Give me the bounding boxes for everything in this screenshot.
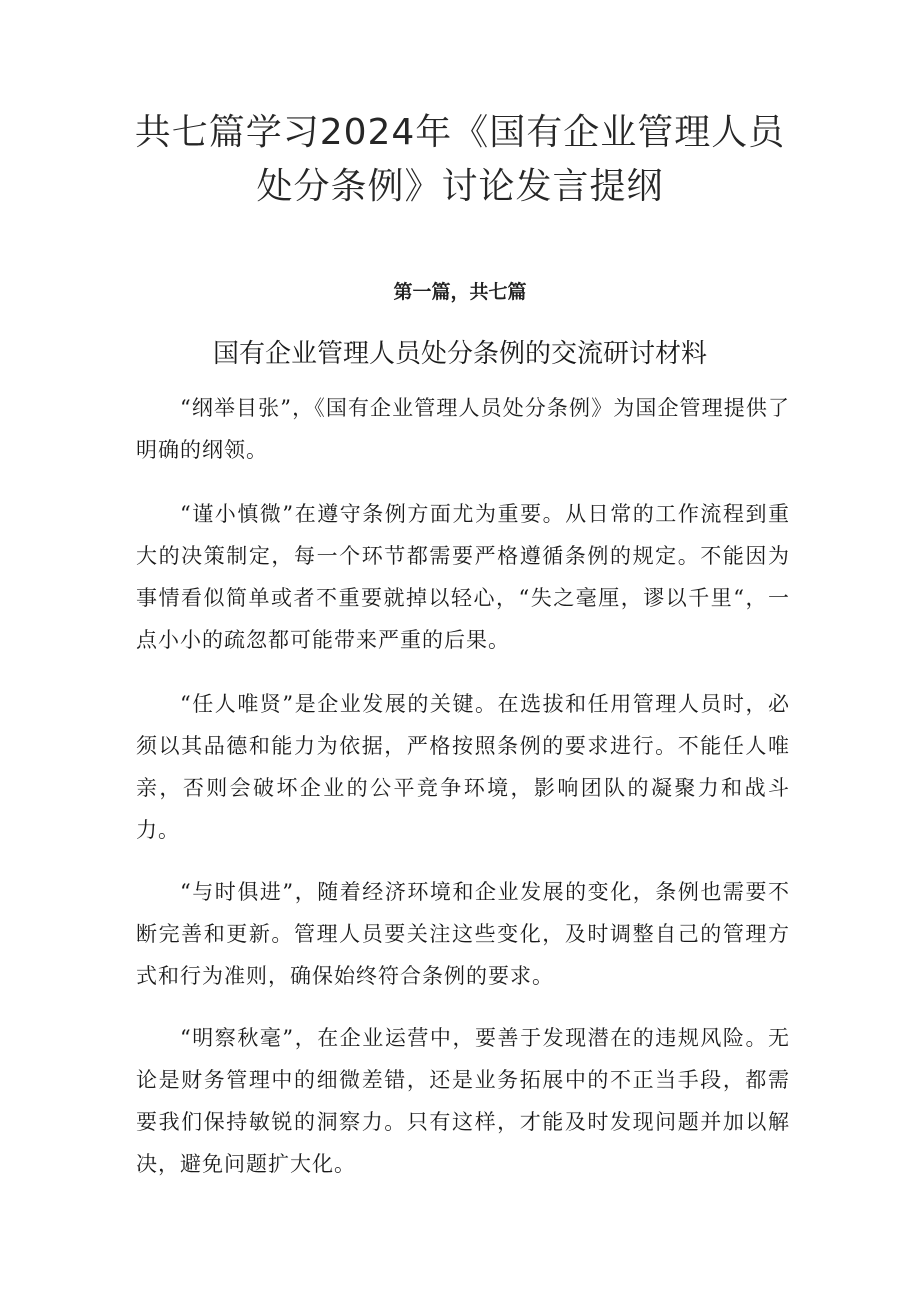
body-paragraph-3: “任人唯贤”是企业发展的关键。在选拔和任用管理人员时，必须以其品德和能力为依据，严格按照条例的要求进行。不能任人唯亲，否则会破坏企业的公平竞争环境，影响团队的凝聚力和战斗力。	[136, 692, 790, 842]
body-paragraph-5: “明察秋毫”，在企业运营中，要善于发现潜在的违规风险。无论是财务管理中的细微差错，还是业务拓展中的不正当手段，都需要我们保持敏锐的洞察力。只有这样，才能及时发现问题并加以解决，避免问题扩大化。	[136, 1026, 790, 1176]
body-paragraph-2: “谨小慎微”在遵守条例方面尤为重要。从日常的工作流程到重大的决策制定，每一个环节都需要严格遵循条例的规定。不能因为事情看似简单或者不重要就掉以轻心，“失之毫厘，谬以千里“，一点小小的疏忽都可能带来严重的后果。	[136, 502, 790, 652]
document-title: 共七篇学习2024年《国有企业管理人员处分条例》讨论发言提纲	[134, 112, 786, 207]
section-title: 国有企业管理人员处分条例的交流研讨材料	[212, 339, 707, 369]
body-paragraph-1: “纲举目张”，《国有企业管理人员处分条例》为国企管理提供了明确的纲领。	[136, 396, 790, 462]
body-paragraph-4: “与时俱进”，随着经济环境和企业发展的变化，条例也需要不断完善和更新。管理人员要关注这些变化，及时调整自己的管理方式和行为准则，确保始终符合条例的要求。	[136, 880, 790, 988]
section-label: 第一篇，共七篇	[393, 281, 527, 303]
